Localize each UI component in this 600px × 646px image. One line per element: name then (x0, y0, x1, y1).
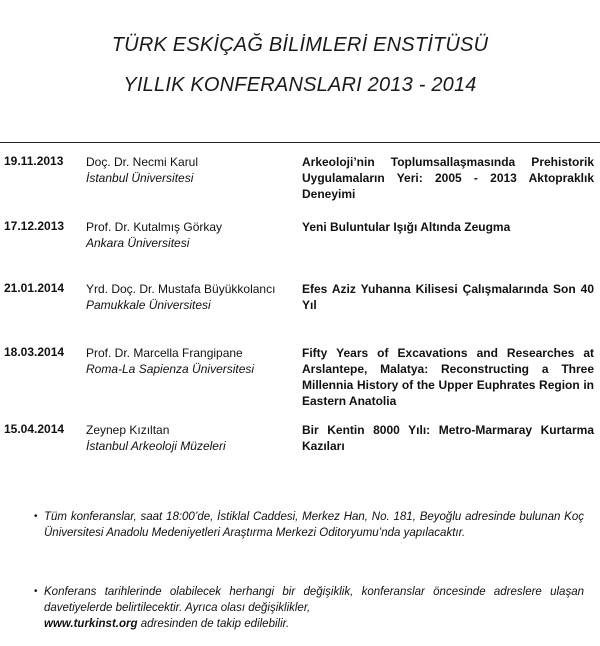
header-divider (0, 142, 600, 143)
talk-title: Fifty Years of Excavations and Researches at Arslantepe, Malatya: Reconstructing a Three Millennia History of the Upper Euphrates Region in Eastern Anatolia (302, 346, 594, 408)
speaker-name: Prof. Dr. Kutalmış Görkay (86, 220, 223, 234)
conference-row (0, 219, 600, 253)
speaker-institution: Ankara Üniversitesi (86, 236, 190, 250)
talk-title: Efes Aziz Yuhanna Kilisesi Çalışmalarında Son 40 Yıl (302, 282, 594, 312)
speaker-institution: Roma-La Sapienza Üniversitesi (86, 362, 255, 376)
change-note-tail: adresinden de takip edilebilir. (140, 618, 290, 630)
page-title-line2: YILLIK KONFERANSLARI 2013 - 2014 (123, 74, 477, 96)
speaker-institution: İstanbul Üniversitesi (86, 171, 194, 185)
speaker-block (86, 281, 275, 313)
conference-row (0, 345, 600, 409)
page-title-line1: TÜRK ESKİÇAĞ BİLİMLERİ ENSTİTÜSÜ (111, 34, 489, 56)
conference-row (0, 281, 600, 315)
change-note (44, 584, 584, 632)
change-note-text: Konferans tarihlerinde olabilecek herhangi bir değişiklik, konferanslar öncesinde adreslere ulaşan davetiyelerde belirtilecektir. Ayrıca olası değişiklikler, (44, 586, 584, 614)
bullet-icon: • (34, 511, 38, 522)
speaker-name: Doç. Dr. Necmi Karul (86, 155, 199, 169)
conference-date: 18.03.2014 (4, 345, 65, 359)
conference-row (0, 154, 600, 202)
speaker-name: Zeynep Kızıltan (86, 423, 170, 437)
conference-date: 19.11.2013 (4, 154, 64, 168)
website-link[interactable]: www.turkinst.org (44, 618, 138, 630)
conference-date: 21.01.2014 (4, 281, 65, 295)
speaker-block (86, 219, 222, 251)
conference-date: 15.04.2014 (4, 422, 65, 436)
bullet-icon: • (34, 586, 38, 597)
speaker-institution: İstanbul Arkeoloji Müzeleri (86, 439, 226, 453)
talk-title: Bir Kentin 8000 Yılı: Metro-Marmaray Kurtarma Kazıları (302, 423, 594, 453)
speaker-institution: Pamukkale Üniversitesi (86, 298, 211, 312)
talk-title: Yeni Buluntular Işığı Altında Zeugma (302, 220, 511, 234)
speaker-block (86, 422, 226, 454)
speaker-name: Prof. Dr. Marcella Frangipane (86, 346, 243, 360)
speaker-name: Yrd. Doç. Dr. Mustafa Büyükkolancı (86, 282, 276, 296)
conference-row (0, 422, 600, 456)
speaker-block (86, 154, 198, 186)
talk-title: Arkeoloji’nin Toplumsallaşmasında Prehistorik Uygulamaların Yeri: 2005 - 2013 Aktopraklık Deneyimi (302, 155, 594, 201)
speaker-block (86, 345, 254, 377)
venue-note: Tüm konferanslar, saat 18:00’de, İstiklal Caddesi, Merkez Han, No. 181, Beyoğlu adresinde bulunan Koç Üniversitesi Anadolu Medeniyetleri Araştırma Merkezi Oditoryumu’nda yapılacaktır. (44, 511, 584, 539)
conference-date: 17.12.2013 (4, 219, 65, 233)
